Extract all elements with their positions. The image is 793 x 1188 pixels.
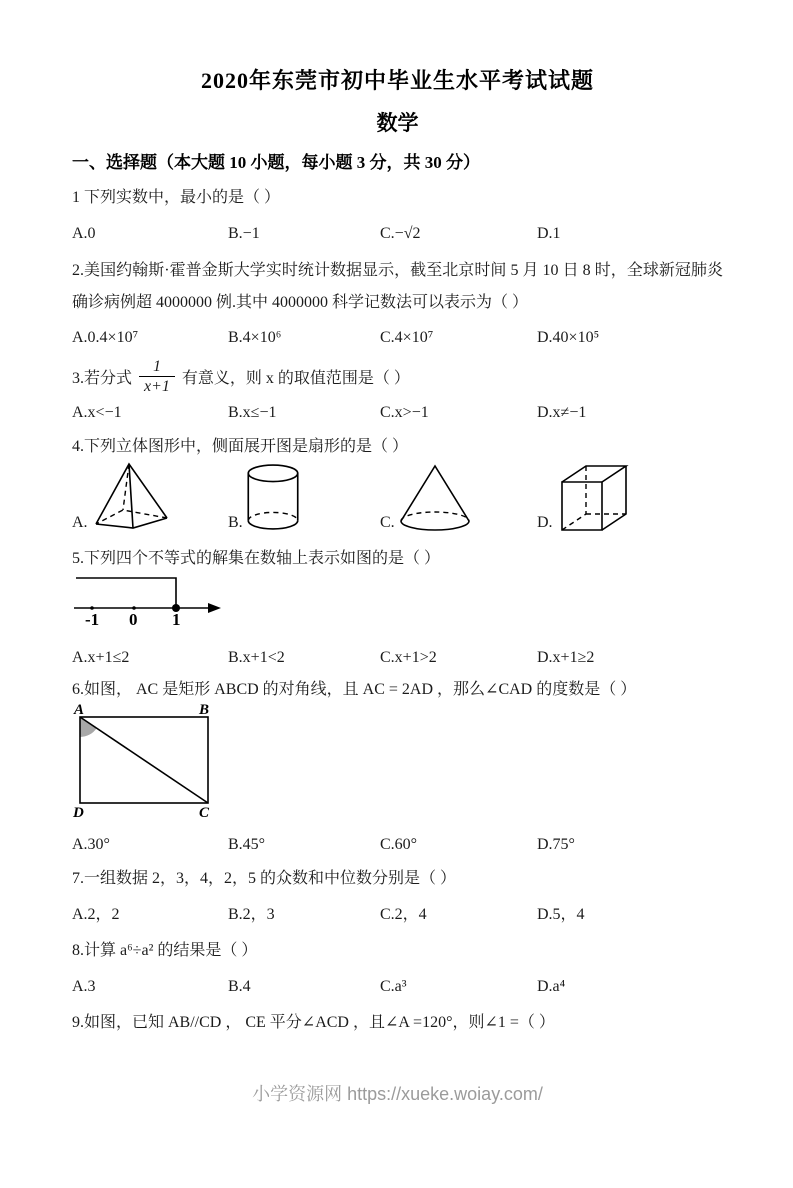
question-6-options xyxy=(72,834,723,856)
q3-option-d: D.x≠−1 xyxy=(537,404,587,421)
q4-shape-c xyxy=(380,464,537,532)
q8-option-a: A.3 xyxy=(72,978,96,995)
q6-option-c: C.60° xyxy=(380,836,418,853)
q5-option-a: A.x+1≤2 xyxy=(72,649,130,666)
corner-label-a: A xyxy=(74,703,85,718)
question-8-options xyxy=(72,976,723,998)
tick-minus1: -1 xyxy=(85,610,100,626)
cone-icon xyxy=(397,464,473,532)
footer-watermark: 小学资源网 https://xueke.woiay.com/ xyxy=(252,1084,543,1104)
page-title: 2020年东莞市初中毕业生水平考试试题 xyxy=(200,68,594,93)
q3-option-a: A.x<−1 xyxy=(72,404,122,421)
question-3-options xyxy=(72,402,723,424)
q7-option-c: C.2，4 xyxy=(380,906,427,923)
q8-option-c: C.a³ xyxy=(380,978,407,995)
subject-title: 数学 xyxy=(376,111,419,135)
q1-option-c: C.−√2 xyxy=(380,225,421,242)
question-4-text: 4.下列立体图形中，侧面展开图是扇形的是（ ） xyxy=(72,438,409,455)
q5-option-c: C.x+1>2 xyxy=(380,649,437,666)
corner-label-c: C xyxy=(199,805,210,819)
q4-label-d: D. xyxy=(537,514,553,531)
q2-option-a: A.0.4×10⁷ xyxy=(72,329,139,346)
rectangle-abcd-icon xyxy=(72,703,222,819)
question-7-text: 7.一组数据 2，3，4，2，5 的众数和中位数分别是（ ） xyxy=(72,870,457,887)
fraction-denominator: x+1 xyxy=(139,376,175,396)
cuboid-icon xyxy=(555,462,635,532)
q1-option-b: B.−1 xyxy=(228,225,260,242)
number-line-icon xyxy=(72,572,222,626)
tick-one: 1 xyxy=(172,610,181,626)
question-8-text: 8.计算 a⁶÷a² 的结果是（ ） xyxy=(72,942,258,959)
q6-option-d: D.75° xyxy=(537,836,575,853)
corner-label-b: B xyxy=(199,703,210,718)
q1-option-d: D.1 xyxy=(537,225,561,242)
question-9-text: 9.如图，已知 AB//CD ， CE 平分∠ACD ，且∠A =120°，则∠1 =（ ） xyxy=(72,1014,555,1031)
number-line-figure xyxy=(72,572,723,631)
cylinder-icon xyxy=(245,464,301,532)
q6-option-a: A.30° xyxy=(72,836,110,853)
q5-option-b: B.x+1<2 xyxy=(228,649,285,666)
q3-option-c: C.x>−1 xyxy=(380,404,429,421)
q7-option-d: D.5，4 xyxy=(537,906,585,923)
section-header: 一、选择题（本大题 10 小题，每小题 3 分，共 30 分） xyxy=(72,153,480,172)
q1-option-a: A.0 xyxy=(72,225,96,242)
question-2-text: 2.美国约翰斯·霍普金斯大学实时统计数据显示，截至北京时间 5 月 10 日 8 时，全球新冠肺炎确诊病例超 4000000 例.其中 4000000 科学记数法可以表示为（ ） xyxy=(72,262,723,311)
question-2-options xyxy=(72,327,723,349)
q4-label-c: C. xyxy=(380,514,395,531)
q6-option-b: B.45° xyxy=(228,836,266,853)
q3-prefix: 3.若分式 xyxy=(72,370,133,387)
q4-shape-d xyxy=(537,462,723,532)
question-1-options xyxy=(72,223,723,245)
q5-option-d: D.x+1≥2 xyxy=(537,649,595,666)
q4-shape-b xyxy=(228,464,380,532)
rectangle-figure xyxy=(72,703,723,824)
question-4-shapes xyxy=(72,462,723,532)
q8-option-b: B.4 xyxy=(228,978,251,995)
question-3-text xyxy=(72,357,723,396)
exam-page xyxy=(0,66,793,1188)
q3-suffix: 有意义，则 x 的取值范围是（ ） xyxy=(181,370,410,387)
q4-shape-a xyxy=(72,462,228,532)
question-1-text: 1 下列实数中，最小的是（ ） xyxy=(72,189,281,206)
q3-option-b: B.x≤−1 xyxy=(228,404,277,421)
question-6-text: 6.如图， AC 是矩形 ABCD 的对角线，且 AC = 2AD ，那么∠CAD 的度数是（ ） xyxy=(72,681,637,698)
question-5-options xyxy=(72,647,723,669)
question-5-text: 5.下列四个不等式的解集在数轴上表示如图的是（ ） xyxy=(72,550,441,567)
fraction-numerator: 1 xyxy=(152,358,161,375)
q4-label-a: A. xyxy=(72,514,88,531)
q2-option-b: B.4×10⁶ xyxy=(228,329,282,346)
q2-option-d: D.40×10⁵ xyxy=(537,329,600,346)
tick-zero: 0 xyxy=(129,610,138,626)
corner-label-d: D xyxy=(73,805,84,819)
pyramid-icon xyxy=(90,462,176,532)
q7-option-a: A.2，2 xyxy=(72,906,120,923)
q4-label-b: B. xyxy=(228,514,243,531)
q8-option-d: D.a⁴ xyxy=(537,978,566,995)
fraction xyxy=(139,357,175,396)
q7-option-b: B.2，3 xyxy=(228,906,275,923)
q2-option-c: C.4×10⁷ xyxy=(380,329,434,346)
question-7-options xyxy=(72,904,723,926)
